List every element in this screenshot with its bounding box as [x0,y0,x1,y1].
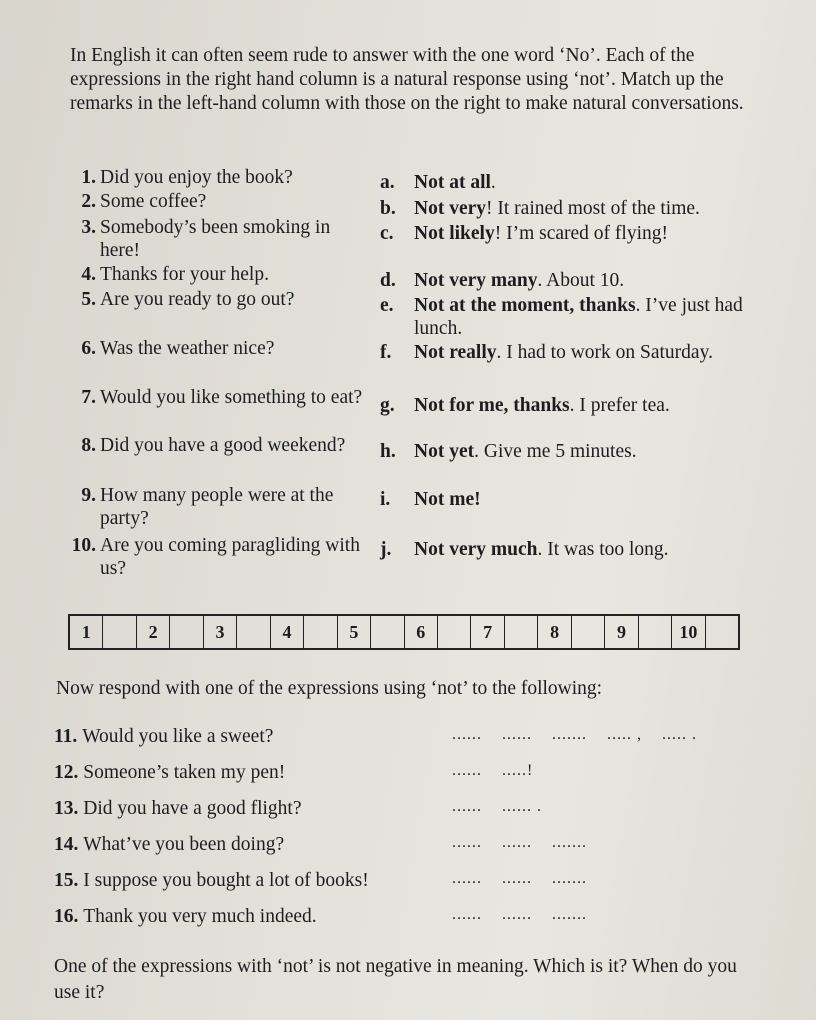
question-row: 15. I suppose you bought a lot of books! ...... ...... ....... [54,870,587,891]
answer-cell[interactable] [304,616,337,648]
answer-blanks[interactable]: ...... ...... ....... [452,834,587,851]
left-item: 2. Some coffee? [81,191,207,212]
intro-paragraph: In English it can often seem rude to answer with the one word ‘No’. Each of the expressions in the right hand column is a natural response using ‘not’. Match up the remarks in the left-hand column with those on the right to make natural conversations. [70,45,744,114]
right-item: j. Not very much. It was too long. [380,539,669,560]
answer-blanks[interactable]: ...... ...... ....... ..... , ..... . [452,726,697,743]
answer-blanks[interactable]: ...... ...... ....... [452,870,587,887]
answer-cell[interactable] [438,616,471,648]
answer-cell[interactable]: 9 [605,616,638,648]
answer-cell[interactable]: 4 [271,616,304,648]
left-item: 4. Thanks for your help. [81,264,269,285]
answer-blanks[interactable]: ...... ...... . [452,798,542,815]
answer-cell[interactable]: 5 [338,616,371,648]
right-item: b. Not very! It rained most of the time. [380,198,700,219]
answer-cell[interactable] [572,616,605,648]
left-item: 7. Would you like something to eat? [81,387,363,408]
answer-cell[interactable] [706,616,738,648]
right-item: f. Not really. I had to work on Saturday. [380,342,713,363]
right-item: i. Not me! [380,489,481,510]
left-item: 6. Was the weather nice? [81,338,275,359]
question-row: 11. Would you like a sweet? ...... ...... ....... ..... , ..... . [54,726,697,747]
answer-blanks[interactable]: ...... .....! [452,762,534,779]
answer-cell[interactable]: 1 [70,616,103,648]
answer-cell[interactable] [505,616,538,648]
left-item: 8. Did you have a good weekend? [81,435,346,456]
answer-cell[interactable] [237,616,270,648]
left-item: 5. Are you ready to go out? [81,289,295,310]
answer-cell[interactable]: 3 [204,616,237,648]
right-item: d. Not very many. About 10. [380,270,625,291]
answer-cell[interactable]: 7 [471,616,504,648]
right-item: h. Not yet. Give me 5 minutes. [380,441,637,462]
answer-cell[interactable] [371,616,404,648]
answer-blanks[interactable]: ...... ...... ....... [452,906,587,923]
answer-cell[interactable]: 10 [672,616,705,648]
right-item: e. Not at the moment, thanks. I’ve just had lunch. [380,295,743,339]
answer-cell[interactable] [170,616,203,648]
answer-cell[interactable]: 8 [538,616,571,648]
final-question: One of the expressions with ‘not’ is not negative in meaning. Which is it? When do you use it? [54,956,737,1003]
question-row: 13. Did you have a good flight? ...... ...... . [54,798,542,819]
left-item: 3. Somebody’s been smoking in here! [81,217,331,261]
question-row: 14. What’ve you been doing? ...... ...... ....... [54,834,587,855]
answer-cell[interactable]: 6 [405,616,438,648]
question-row: 12. Someone’s taken my pen! ...... .....! [54,762,534,783]
right-item: c. Not likely! I’m scared of flying! [380,223,668,244]
left-item: 10. Are you coming paragliding with us? [71,535,360,579]
answer-cell[interactable] [639,616,672,648]
question-row: 16. Thank you very much indeed. ...... ...... ....... [54,906,587,927]
left-item: 1. Did you enjoy the book? [81,167,293,188]
answer-grid [68,614,740,650]
right-item: a. Not at all. [380,172,496,193]
right-item: g. Not for me, thanks. I prefer tea. [380,395,670,416]
section-title: Now respond with one of the expressions using ‘not’ to the following: [56,678,603,699]
answer-cell[interactable] [103,616,136,648]
left-item: 9. How many people were at the party? [81,485,334,529]
answer-cell[interactable]: 2 [137,616,170,648]
